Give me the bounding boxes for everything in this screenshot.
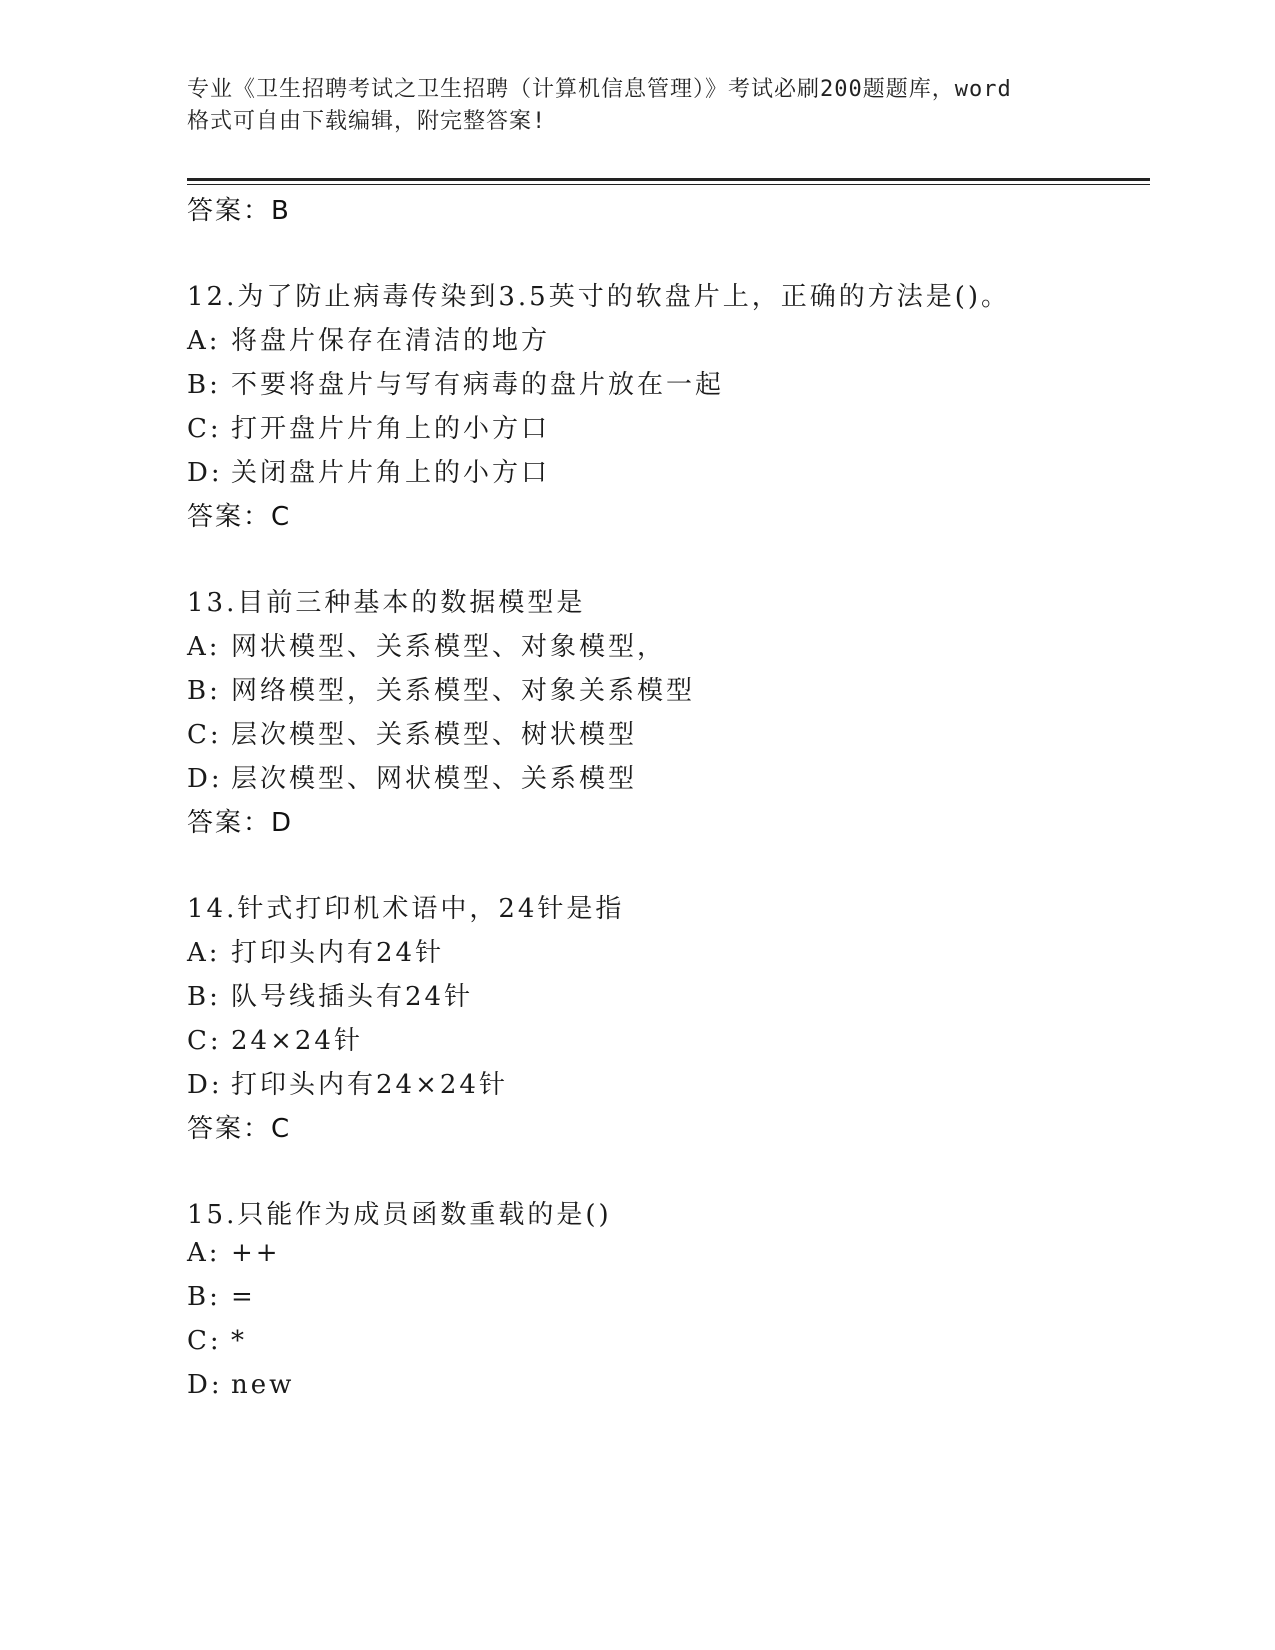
option-label: C:: [187, 1026, 222, 1056]
question-12-option-c: [187, 408, 550, 445]
option-text: =: [231, 1282, 256, 1312]
option-text: 24×24针: [231, 1026, 363, 1056]
question-12-option-d: [187, 452, 550, 489]
option-label: A:: [187, 632, 221, 662]
option-text: ++: [231, 1238, 281, 1268]
question-12-option-a: [187, 320, 550, 357]
header-line-1: 专业《卫生招聘考试之卫生招聘（计算机信息管理）》考试必刷200题题库，word: [187, 77, 1012, 102]
question-15-option-d: [187, 1370, 294, 1400]
question-15-option-a: [187, 1238, 281, 1268]
question-12-stem: 12.为了防止病毒传染到3.5英寸的软盘片上，正确的方法是()。: [187, 282, 1010, 312]
option-label: B:: [187, 370, 221, 400]
question-13-option-c: [187, 714, 637, 751]
question-15-option-b: [187, 1282, 256, 1312]
option-label: D:: [187, 1370, 223, 1400]
question-13-option-a: [187, 626, 666, 663]
document-header: [187, 74, 1087, 138]
question-15-option-c: [187, 1326, 247, 1356]
option-text: 将盘片保存在清洁的地方: [231, 326, 551, 356]
option-label: D:: [187, 1070, 223, 1100]
header-line-2: 格式可自由下载编辑，附完整答案!: [187, 109, 547, 134]
question-14-option-a: [187, 932, 444, 969]
option-label: A:: [187, 1238, 221, 1268]
header-divider-thick: [187, 178, 1150, 181]
header-divider-thin: [187, 184, 1150, 185]
answer-q13: 答案：D: [187, 808, 294, 838]
option-text: 打印头内有24×24针: [231, 1070, 508, 1100]
option-label: C:: [187, 720, 222, 750]
option-text: 打印头内有24针: [231, 938, 445, 968]
option-text: 网络模型，关系模型、对象关系模型: [231, 676, 696, 706]
question-12-option-b: [187, 364, 724, 401]
question-15-stem: 15.只能作为成员函数重载的是(): [187, 1200, 612, 1230]
option-text: 层次模型、关系模型、树状模型: [231, 720, 638, 750]
option-label: B:: [187, 1282, 221, 1312]
question-14-stem: 14.针式打印机术语中，24针是指: [187, 894, 625, 924]
option-label: A:: [187, 938, 221, 968]
option-text: 队号线插头有24针: [231, 982, 474, 1012]
option-text: 不要将盘片与写有病毒的盘片放在一起: [231, 370, 725, 400]
answer-q12: 答案：C: [187, 502, 292, 532]
option-text: 层次模型、网状模型、关系模型: [231, 764, 638, 794]
question-13-option-d: [187, 758, 637, 795]
option-label: B:: [187, 982, 221, 1012]
option-label: C:: [187, 1326, 222, 1356]
option-label: B:: [187, 676, 221, 706]
option-text: 关闭盘片片角上的小方口: [231, 458, 551, 488]
question-14-option-b: [187, 976, 473, 1013]
answer-q11: 答案：B: [187, 196, 291, 226]
option-text: new: [231, 1370, 295, 1400]
answer-q14: 答案：C: [187, 1114, 292, 1144]
option-text: *: [231, 1326, 247, 1356]
question-14-option-d: [187, 1064, 508, 1101]
option-text: 打开盘片片角上的小方口: [231, 414, 551, 444]
question-14-option-c: [187, 1020, 363, 1057]
option-label: A:: [187, 326, 221, 356]
question-13-stem: 13.目前三种基本的数据模型是: [187, 588, 586, 618]
option-label: D:: [187, 458, 223, 488]
option-label: C:: [187, 414, 222, 444]
question-13-option-b: [187, 670, 695, 707]
option-label: D:: [187, 764, 223, 794]
option-text: 网状模型、关系模型、对象模型，: [231, 632, 667, 662]
